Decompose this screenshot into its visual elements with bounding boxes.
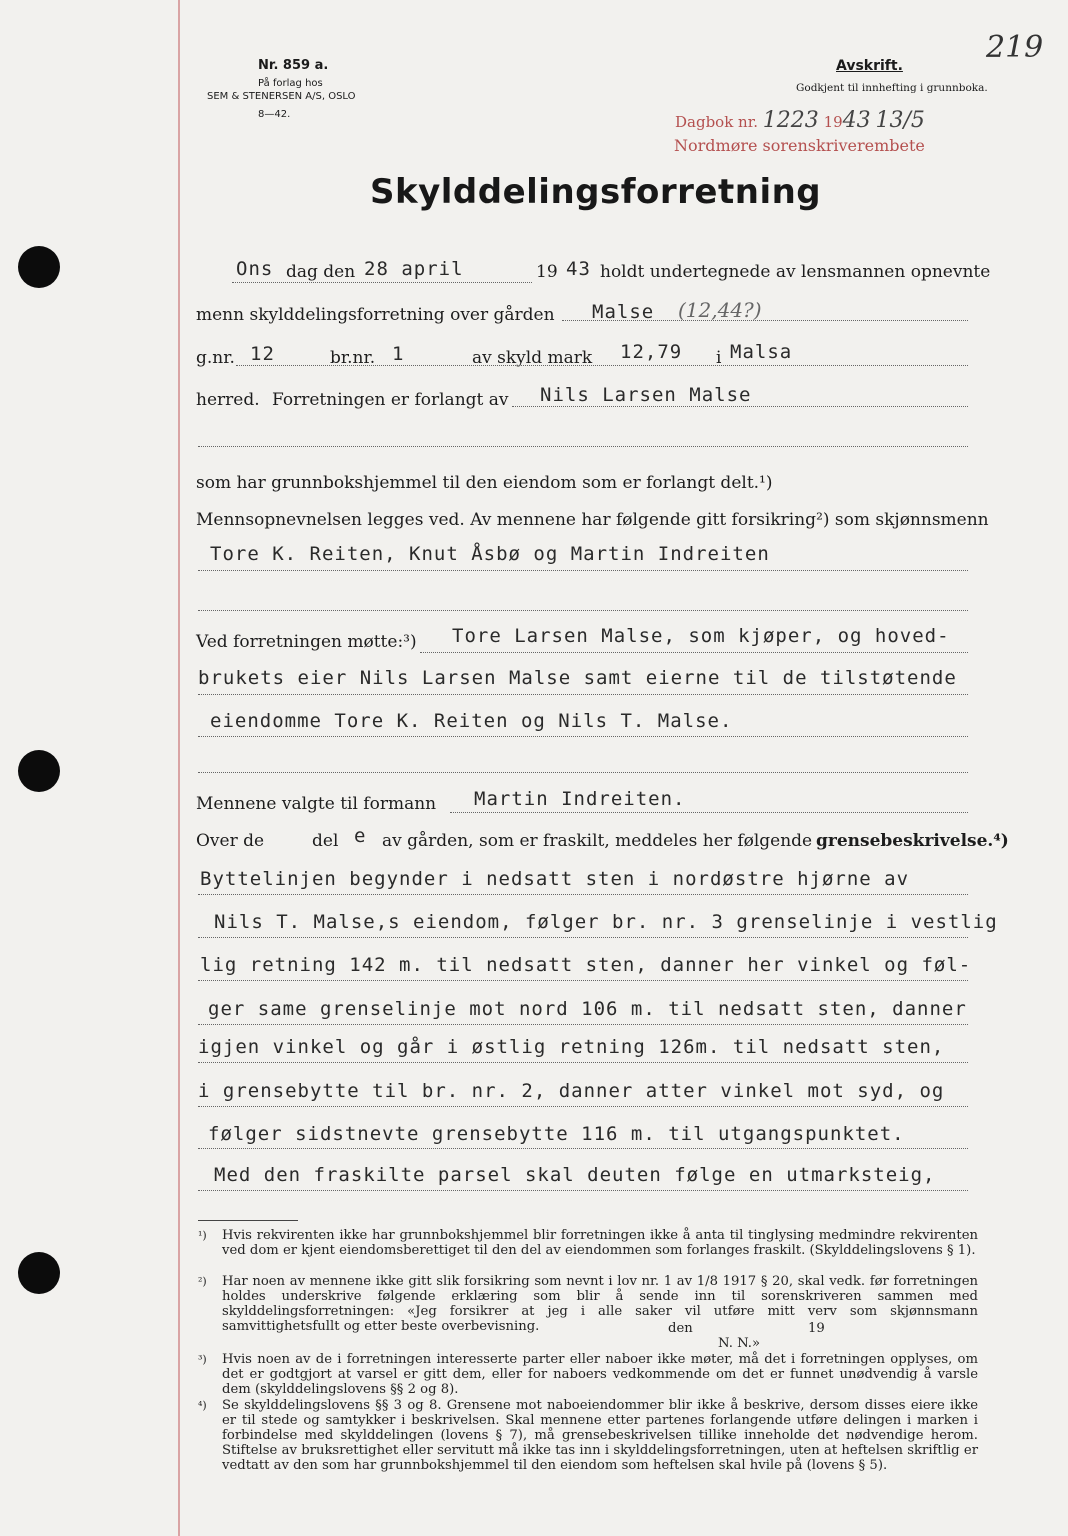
dotted-line — [512, 406, 968, 407]
punch-hole — [18, 750, 60, 792]
dotted-line — [232, 282, 532, 283]
footnote-text: Se skylddelingslovens §§ 3 og 8. Grensene mot naboeiendommer blir ikke å beskrive, dersom disses eiere ikke er til stede og samtykker i beskrivelsen. Skal mennene etter partenes forlangende utføre delingen i marken i forbindelse med skylddelingen (lovens § 7), må grensebeskrivelsen tillike inneholde det nødvendige herom. Stiftelse av bruksrettighet eller servitutt må ikke tas inn i skylddelingsforretningen, uten at heftelsen skriftlig er vedtatt av den som har grunnbokshjemmel til den eiendom som heftelsen skal hvile på (lovens § 5). — [222, 1398, 978, 1473]
punch-hole — [18, 246, 60, 288]
dotted-line — [198, 772, 968, 773]
formann-label: Mennene valgte til formann — [196, 794, 437, 814]
office-stamp: Nordmøre sorenskriverembete — [674, 136, 925, 155]
over-de-label: Over de — [196, 831, 265, 851]
dotted-line — [450, 812, 968, 813]
printer-line1: På forlag hos — [258, 78, 323, 89]
printer-line2: SEM & STENERSEN A/S, OSLO — [207, 91, 356, 102]
stamp-year: 43 — [842, 108, 871, 133]
gnr-value: 12 — [250, 343, 275, 365]
footnote-number: ⁴) — [198, 1399, 207, 1412]
herred-name: Malsa — [730, 341, 793, 363]
farm-value: Malse — [592, 301, 655, 323]
farm-note: (12,44?) — [678, 298, 762, 322]
dagbok-value: 1223 — [762, 108, 819, 133]
held-text: holdt undertegnede av lensmannen opnevnte — [600, 262, 991, 282]
line2-text: menn skylddelingsforretning over gården — [196, 305, 555, 325]
dotted-line — [198, 937, 968, 938]
godkjent-label: Godkjent til innhefting i grunnboka. — [796, 82, 988, 94]
dagbok-label: Dagbok nr. — [675, 113, 759, 131]
description-line: i grensebytte til br. nr. 2, danner atter vinkel mot syd, og — [198, 1080, 945, 1102]
description-line: følger sidstnevte grensebytte 116 m. til utgangspunktet. — [208, 1123, 905, 1145]
herred-label: herred. — [196, 390, 260, 410]
footnote-text: Hvis rekvirenten ikke har grunnbokshjemmel blir forretningen ikke å anta til tinglysing medmindre rekvirenten ved dom er kjent eiendomsberettiget til den del av eiendommen som forlanges fraskilt. (Skylddelingslovens § 1). — [222, 1228, 978, 1258]
description-line: ger same grenselinje mot nord 106 m. til nedsatt sten, danner — [208, 998, 967, 1020]
requested-label: Forretningen er forlangt av — [272, 390, 509, 410]
footnote-1 — [198, 1228, 978, 1258]
footnote-separator — [198, 1220, 298, 1221]
dotted-line — [420, 652, 968, 653]
document-title: Skylddelingsforretning — [370, 172, 822, 212]
dotted-line — [198, 1024, 968, 1025]
del-label: del — [312, 831, 339, 851]
footnote-number: ³) — [198, 1353, 207, 1366]
form-number: Nr. 859 a. — [258, 58, 329, 73]
i-label: i — [716, 348, 722, 368]
footnote-nn: N. N.» — [718, 1336, 761, 1351]
margin-line — [178, 0, 180, 1536]
description-line: igjen vinkel og går i østlig retning 126m. til nedsatt sten, — [198, 1036, 945, 1058]
date-value: 28 april — [364, 258, 464, 280]
footnote-2 — [198, 1274, 978, 1351]
grunnbok-text: som har grunnbokshjemmel til den eiendom som er forlangt delt.¹) — [196, 473, 773, 493]
formann-value: Martin Indreiten. — [474, 788, 686, 810]
dotted-line — [198, 1062, 968, 1063]
dotted-line — [198, 980, 968, 981]
gnr-label: g.nr. — [196, 348, 235, 368]
motte-line: brukets eier Nils Larsen Malse samt eierne til de tilstøtende — [198, 667, 957, 689]
bnr-label: br.nr. — [330, 348, 376, 368]
dotted-line — [198, 610, 968, 611]
footnote-4 — [198, 1398, 978, 1473]
motte-line: eiendomme Tore K. Reiten og Nils T. Malse. — [210, 710, 733, 732]
footnote-text: Har noen av mennene ikke gitt slik forsikring som nevnt i lov nr. 1 av 1/8 1917 § 20, skal vedk. før forretningen holdes underskrive følgende erklæring som blir å sende inn til sorenskriveren sammen med skylddelingsforretningen: «Jeg forsikrer at jeg i alle saker vil utføre mitt verv som skjønnsmann samvittighetsfullt og etter beste overbevisning. — [222, 1274, 978, 1334]
dotted-line — [562, 320, 968, 321]
skyld-value: 12,79 — [620, 341, 683, 363]
year-prefix: 19 — [536, 262, 558, 282]
motte-label: Ved forretningen møtte:³) — [196, 632, 417, 652]
punch-hole — [18, 1252, 60, 1294]
stamp-year-prefix: 19 — [823, 113, 843, 131]
grense-label: grensebeskrivelse.⁴) — [816, 831, 1009, 851]
dotted-line — [198, 736, 968, 737]
dagbok-stamp — [675, 108, 925, 133]
dotted-line — [198, 1148, 968, 1149]
skjonnsmenn-value: Tore K. Reiten, Knut Åsbø og Martin Indreiten — [210, 543, 770, 565]
footnote-number: ²) — [198, 1275, 207, 1288]
avskrift-label: Avskrift. — [836, 58, 903, 74]
requested-by: Nils Larsen Malse — [540, 384, 752, 406]
dotted-line — [198, 894, 968, 895]
stamp-date: 13/5 — [875, 108, 925, 133]
del-value: e — [354, 825, 367, 847]
skyld-label: av skyld mark — [472, 348, 593, 368]
motte-line: Tore Larsen Malse, som kjøper, og hoved- — [452, 625, 950, 647]
year-value: 43 — [566, 258, 591, 280]
footnote-text: Hvis noen av de i forretningen interesserte parter eller naboer ikke møter, må det i forretningen opplyses, om det er godtgjort at varsel er gitt dem, eller for naboers vedkommende om det er funnet unødvendig å varsle dem (skylddelingslovens §§ 2 og 8). — [222, 1352, 978, 1397]
bnr-value: 1 — [392, 343, 405, 365]
description-line: Nils T. Malse,s eiendom, følger br. nr. 3 grenselinje i vestlig — [214, 911, 998, 933]
dotted-line — [198, 1190, 968, 1191]
dotted-line — [198, 446, 968, 447]
printer-date: 8—42. — [258, 109, 291, 120]
footnote-year: 19 — [808, 1321, 825, 1336]
dotted-line — [198, 570, 968, 571]
footnote-number: ¹) — [198, 1229, 207, 1242]
description-line: Byttelinjen begynder i nedsatt sten i nordøstre hjørne av — [200, 868, 910, 890]
description-line: Med den fraskilte parsel skal deuten følge en utmarksteig, — [214, 1164, 936, 1186]
dag-den-label: dag den — [286, 262, 356, 282]
footnote-den: den — [668, 1321, 693, 1336]
footnote-3 — [198, 1352, 978, 1397]
description-line: lig retning 142 m. til nedsatt sten, danner her vinkel og føl- — [200, 954, 972, 976]
dotted-line — [198, 694, 968, 695]
over-rest: av gården, som er fraskilt, meddeles her følgende — [382, 831, 813, 851]
day-value: Ons — [236, 258, 274, 280]
dotted-line — [198, 1106, 968, 1107]
menn-text: Mennsopnevnelsen legges ved. Av mennene har følgende gitt forsikring²) som skjønnsmenn — [196, 510, 989, 530]
dotted-line — [236, 365, 968, 366]
page-number: 219 — [986, 30, 1044, 65]
